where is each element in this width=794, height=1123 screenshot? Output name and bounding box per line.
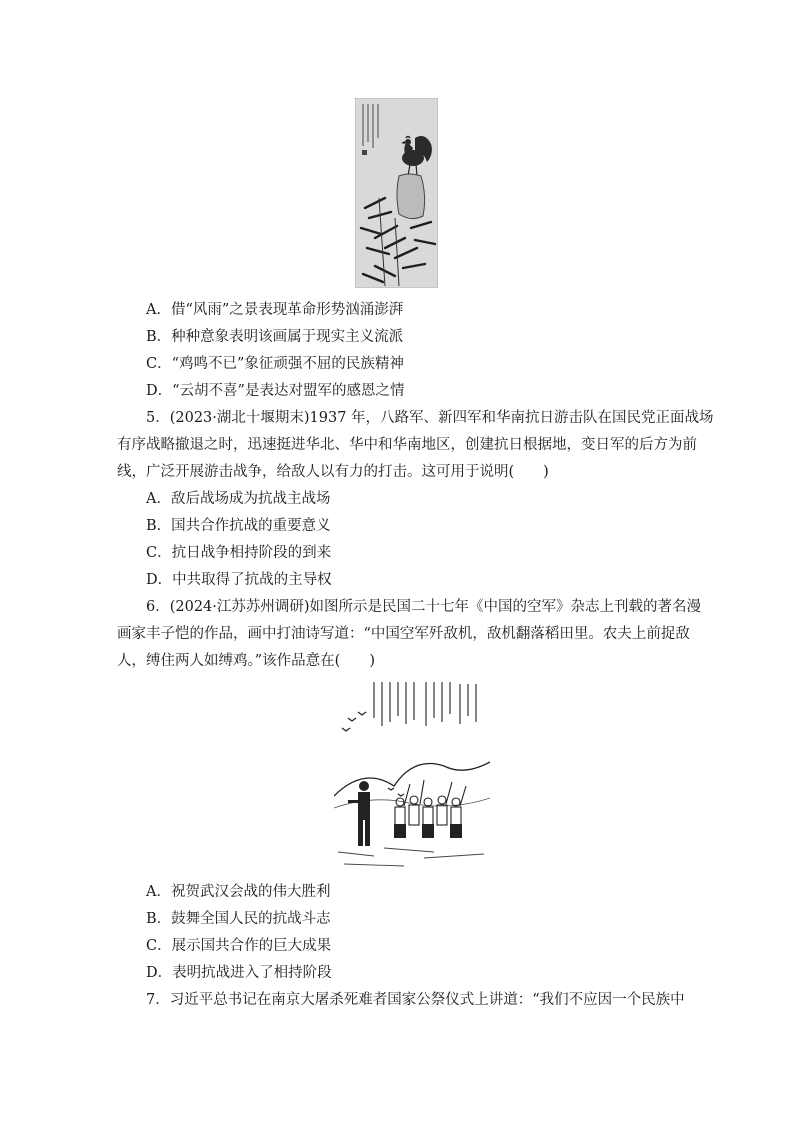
q7-stem-line-1: 7．习近平总书记在南京大屠杀死难者国家公祭仪式上讲道：“我们不应因一个民族中 <box>146 992 685 1008</box>
q6-stem-line-1: 6．(2024·江苏苏州调研)如图所示是民国二十七年《中国的空军》杂志上刊载的著名漫 <box>146 599 702 615</box>
q5-stem-line-2: 有序战略撤退之时，迅速挺进华北、华中和华南地区，创建抗日根据地，变日军的后方为前 <box>117 437 697 453</box>
rooster-painting-svg <box>355 98 438 288</box>
cartoon-illustration <box>334 676 490 872</box>
q6-option-b: B．鼓舞全国人民的抗战斗志 <box>146 911 331 927</box>
rooster-painting <box>355 98 438 288</box>
q6-option-a: A．祝贺武汉会战的伟大胜利 <box>146 884 331 900</box>
q6-stem-line-3: 人，缚住两人如缚鸡。”该作品意在( ) <box>117 653 375 669</box>
q4-option-b: B．种种意象表明该画属于现实主义流派 <box>146 329 404 345</box>
q6-option-c: C．展示国共合作的巨大成果 <box>146 938 332 954</box>
q6-option-d: D．表明抗战进入了相持阶段 <box>146 965 332 981</box>
q4-option-d: D．“云胡不喜”是表达对盟军的感恩之情 <box>146 383 405 399</box>
q5-stem-line-1: 5．(2023·湖北十堰期末)1937 年，八路军、新四军和华南抗日游击队在国民党正面战场 <box>146 410 714 426</box>
q6-stem-line-2: 画家丰子恺的作品，画中打油诗写道：“中国空军歼敌机，敌机翻落稻田里。农夫上前捉敌 <box>117 626 690 642</box>
q5-option-a: A．敌后战场成为抗战主战场 <box>146 491 331 507</box>
q5-option-c: C．抗日战争相持阶段的到来 <box>146 545 332 561</box>
q5-option-d: D．中共取得了抗战的主导权 <box>146 572 332 588</box>
q5-stem-line-3: 线，广泛开展游击战争，给敌人以有力的打击。这可用于说明( ) <box>117 464 549 480</box>
q4-option-c: C．“鸡鸣不已”象征顽强不屈的民族精神 <box>146 356 404 372</box>
cartoon-illustration-svg <box>334 676 490 872</box>
q5-option-b: B．国共合作抗战的重要意义 <box>146 518 331 534</box>
q4-option-a: A．借“风雨”之景表现革命形势汹涌澎湃 <box>146 302 404 318</box>
